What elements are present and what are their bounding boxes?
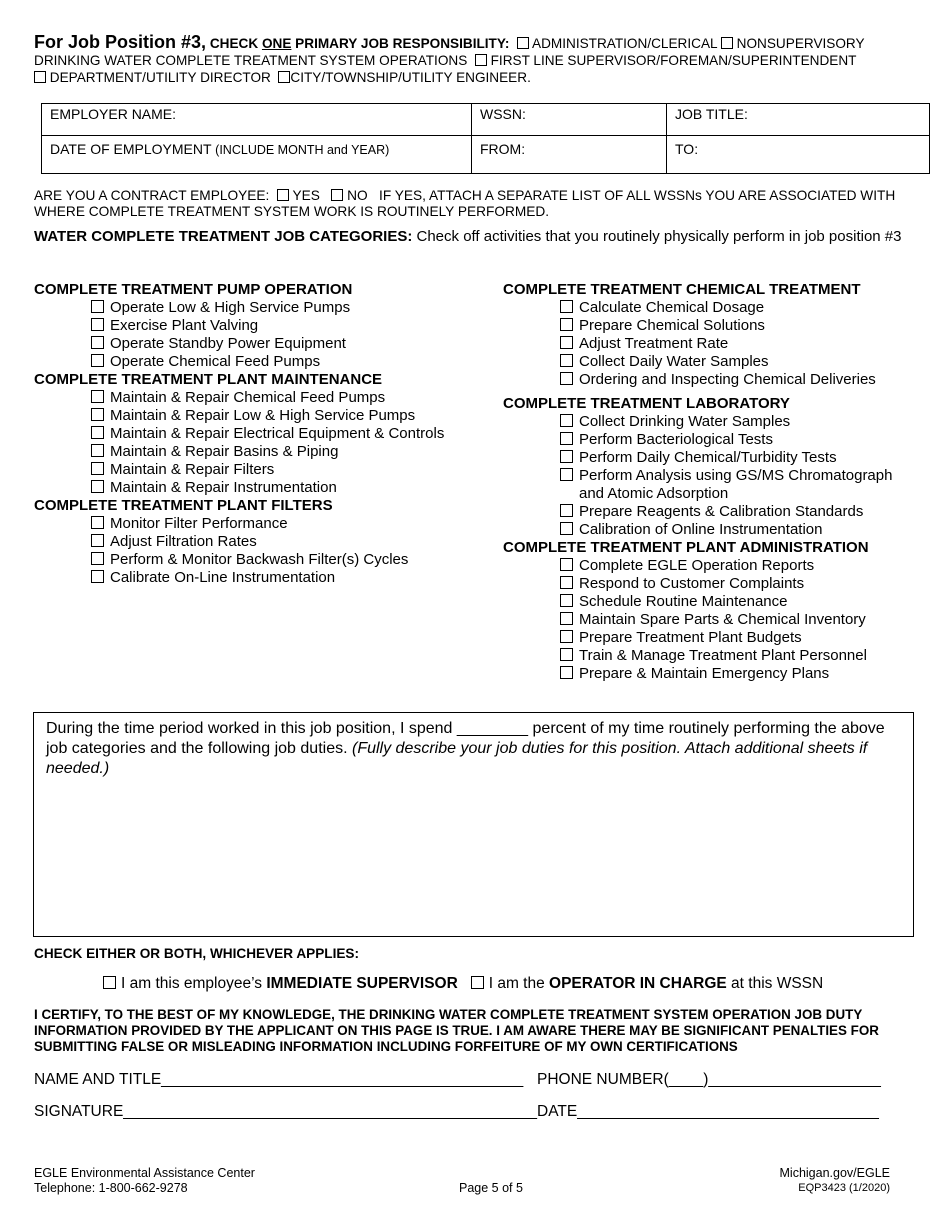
certification-statement: I CERTIFY, TO THE BEST OF MY KNOWLEDGE, THE DRINKING WATER COMPLETE TREATMENT SYSTEM OPERATION JOB DUTY INFORMATION PROVIDED BY THE APPLICANT ON THIS PAGE IS TRUE. I AM AWARE THERE MAY BE SIGNIFICANT PENALTIES FOR SUBMITTING FALSE OR MISLEADING INFORMATION INCLUDING FORFEITURE OF MY OWN CERTIFICATIONS (34, 1007, 879, 1054)
task-item[interactable]: Schedule Routine Maintenance (503, 593, 892, 611)
task-checkbox[interactable] (560, 576, 573, 589)
checkbox-engineer[interactable] (278, 71, 290, 83)
checkbox-administration[interactable] (517, 37, 529, 49)
section-plant-maintenance: COMPLETE TREATMENT PLANT MAINTENANCE (34, 371, 383, 388)
task-checkbox[interactable] (91, 426, 104, 439)
contract-yes-label: YES (292, 188, 320, 203)
checkbox-first-line[interactable] (475, 54, 487, 66)
footer-website: Michigan.gov/EGLE (779, 1166, 890, 1180)
task-checkbox[interactable] (560, 336, 573, 349)
duties-instruction: (Fully describe your job duties for this position. Attach additional sheets if needed.) (46, 740, 868, 777)
task-item[interactable]: Prepare & Maintain Emergency Plans (503, 665, 892, 683)
contract-note: IF YES, ATTACH A SEPARATE LIST OF ALL WSSNs YOU ARE ASSOCIATED WITH WHERE COMPLETE TREATMENT SYSTEM WORK IS ROUTINELY PERFORMED. (34, 188, 896, 219)
task-item-continuation: and Atomic Adsorption (579, 485, 729, 502)
task-item[interactable]: Maintain & Repair Basins & Piping (34, 443, 444, 461)
job-duties-textarea[interactable] (33, 712, 914, 937)
task-item[interactable]: Prepare Reagents & Calibration Standards (503, 503, 892, 521)
task-checkbox[interactable] (560, 630, 573, 643)
task-checkbox[interactable] (91, 462, 104, 475)
job-title-field[interactable]: JOB TITLE: (667, 104, 930, 136)
checkbox-contract-no[interactable] (331, 189, 343, 201)
task-item[interactable]: Adjust Filtration Rates (34, 533, 444, 551)
task-checkbox[interactable] (91, 516, 104, 529)
task-checkbox[interactable] (560, 594, 573, 607)
task-checkbox[interactable] (91, 354, 104, 367)
task-checkbox[interactable] (560, 450, 573, 463)
option-director: DEPARTMENT/UTILITY DIRECTOR (49, 70, 271, 85)
task-checkbox[interactable] (91, 300, 104, 313)
employer-table (41, 103, 930, 174)
task-item[interactable]: Collect Drinking Water Samples (503, 413, 892, 431)
option-administration: ADMINISTRATION/CLERICAL (532, 36, 718, 51)
section-pump-operation: COMPLETE TREATMENT PUMP OPERATION (34, 281, 353, 298)
task-checkbox[interactable] (560, 558, 573, 571)
option-first-line: FIRST LINE SUPERVISOR/FOREMAN/SUPERINTENDENT (490, 53, 857, 68)
section-plant-administration: COMPLETE TREATMENT PLANT ADMINISTRATION (503, 539, 869, 556)
contract-employee-question: ARE YOU A CONTRACT EMPLOYEE: YES NO IF YES, ATTACH A SEPARATE LIST OF ALL WSSNs YOU ARE ASSOCIATED WITH WHERE COMPLETE TREATMENT SYSTEM WORK IS ROUTINELY PERFORMED. (34, 188, 896, 219)
task-checkbox[interactable] (560, 414, 573, 427)
task-checkbox[interactable] (560, 300, 573, 313)
footer-phone: Telephone: 1-800-662-9278 (34, 1180, 188, 1195)
task-item[interactable]: Calibrate On-Line Instrumentation (34, 569, 444, 587)
task-item[interactable]: Maintain & Repair Low & High Service Pumps (34, 407, 444, 425)
left-category-column (34, 281, 444, 587)
task-checkbox[interactable] (91, 534, 104, 547)
to-field[interactable]: TO: (667, 136, 930, 174)
task-checkbox[interactable] (91, 552, 104, 565)
task-item[interactable]: Complete EGLE Operation Reports (503, 557, 892, 575)
from-field[interactable]: FROM: (472, 136, 667, 174)
task-checkbox[interactable] (560, 612, 573, 625)
footer-right (700, 1166, 890, 1195)
check-one-label: CHECK ONE PRIMARY JOB RESPONSIBILITY: (209, 36, 510, 51)
task-item[interactable]: Maintain Spare Parts & Chemical Inventory (503, 611, 892, 629)
option-engineer: CITY/TOWNSHIP/UTILITY ENGINEER. (290, 70, 531, 85)
task-checkbox[interactable] (91, 570, 104, 583)
phone-number-field[interactable]: PHONE NUMBER(____)____________________ (537, 1071, 881, 1088)
task-item[interactable]: Calculate Chemical Dosage (503, 299, 892, 317)
task-item[interactable]: Prepare Chemical Solutions (503, 317, 892, 335)
footer-form-number: EQP3423 (1/2020) (798, 1181, 890, 1194)
task-item[interactable]: Collect Daily Water Samples (503, 353, 892, 371)
right-category-column (503, 281, 892, 683)
task-item[interactable]: Perform Daily Chemical/Turbidity Tests (503, 449, 892, 467)
task-item[interactable]: Exercise Plant Valving (34, 317, 444, 335)
task-checkbox[interactable] (560, 522, 573, 535)
task-item[interactable]: Operate Low & High Service Pumps (34, 299, 444, 317)
task-checkbox[interactable] (560, 648, 573, 661)
task-checkbox[interactable] (91, 408, 104, 421)
task-item[interactable]: Operate Chemical Feed Pumps (34, 353, 444, 371)
task-item[interactable]: Maintain & Repair Chemical Feed Pumps (34, 389, 444, 407)
task-item[interactable]: Maintain & Repair Electrical Equipment & Controls (34, 425, 444, 443)
checkbox-contract-yes[interactable] (277, 189, 289, 201)
checkbox-immediate-supervisor[interactable] (103, 976, 116, 989)
footer-left (34, 1166, 255, 1195)
option-nonsupervisory: NONSUPERVISORY (736, 36, 865, 51)
job-position-header (34, 34, 924, 86)
check-either-label: CHECK EITHER OR BOTH, WHICHEVER APPLIES: (34, 946, 360, 961)
task-checkbox[interactable] (560, 432, 573, 445)
task-item[interactable]: Perform & Monitor Backwash Filter(s) Cycles (34, 551, 444, 569)
name-title-field[interactable]: NAME AND TITLE__________________________________________ (34, 1071, 524, 1088)
task-checkbox[interactable] (91, 444, 104, 457)
contract-no-label: NO (347, 188, 368, 203)
page-number: Page 5 of 5 (459, 1181, 523, 1195)
checkbox-nonsupervisory[interactable] (721, 37, 733, 49)
date-employment-label: DATE OF EMPLOYMENT (INCLUDE MONTH and YEAR) (42, 136, 472, 174)
section-laboratory: COMPLETE TREATMENT LABORATORY (503, 395, 790, 412)
date-field[interactable]: DATE___________________________________ (537, 1103, 879, 1120)
option-nonsupervisory-cont: DRINKING WATER COMPLETE TREATMENT SYSTEM OPERATIONS (34, 53, 468, 68)
position-title: For Job Position #3, (34, 32, 207, 52)
task-item[interactable]: Adjust Treatment Rate (503, 335, 892, 353)
task-item[interactable]: Prepare Treatment Plant Budgets (503, 629, 892, 647)
task-item[interactable]: Perform Bacteriological Tests (503, 431, 892, 449)
supervisor-options (103, 975, 823, 993)
task-checkbox[interactable] (91, 480, 104, 493)
immediate-supervisor-label: I am this employee’s IMMEDIATE SUPERVISOR (121, 975, 458, 992)
task-item[interactable]: Respond to Customer Complaints (503, 575, 892, 593)
duties-prompt: During the time period worked in this job position, I spend ________ percent of my time routinely performing the above job categories and the following job duties. (46, 720, 885, 757)
task-checkbox[interactable] (91, 336, 104, 349)
signature-field[interactable]: SIGNATURE________________________________________________ (34, 1103, 538, 1120)
task-item[interactable]: Monitor Filter Performance (34, 515, 444, 533)
section-plant-filters: COMPLETE TREATMENT PLANT FILTERS (34, 497, 333, 514)
task-checkbox[interactable] (560, 666, 573, 679)
footer-org: EGLE Environmental Assistance Center (34, 1166, 255, 1180)
categories-intro: WATER COMPLETE TREATMENT JOB CATEGORIES: Check off activities that you routinely physically perform in job position #3 (34, 228, 902, 245)
task-checkbox[interactable] (560, 354, 573, 367)
task-item[interactable]: Maintain & Repair Filters (34, 461, 444, 479)
task-checkbox[interactable] (560, 372, 573, 385)
task-checkbox[interactable] (560, 468, 573, 481)
checkbox-operator-in-charge[interactable] (471, 976, 484, 989)
task-item[interactable]: Perform Analysis using GS/MS Chromatograph (503, 467, 892, 485)
section-chemical-treatment: COMPLETE TREATMENT CHEMICAL TREATMENT (503, 281, 861, 298)
checkbox-director[interactable] (34, 71, 46, 83)
task-item[interactable]: Calibration of Online Instrumentation (503, 521, 892, 539)
task-checkbox[interactable] (91, 318, 104, 331)
task-checkbox[interactable] (560, 318, 573, 331)
employer-name-field[interactable]: EMPLOYER NAME: (42, 104, 472, 136)
task-item[interactable]: Maintain & Repair Instrumentation (34, 479, 444, 497)
task-item[interactable]: Train & Manage Treatment Plant Personnel (503, 647, 892, 665)
operator-in-charge-label: I am the OPERATOR IN CHARGE at this WSSN (488, 975, 824, 992)
task-checkbox[interactable] (560, 504, 573, 517)
task-checkbox[interactable] (91, 390, 104, 403)
task-item[interactable]: Ordering and Inspecting Chemical Deliveries (503, 371, 892, 389)
task-item[interactable]: Operate Standby Power Equipment (34, 335, 444, 353)
wssn-field[interactable]: WSSN: (472, 104, 667, 136)
